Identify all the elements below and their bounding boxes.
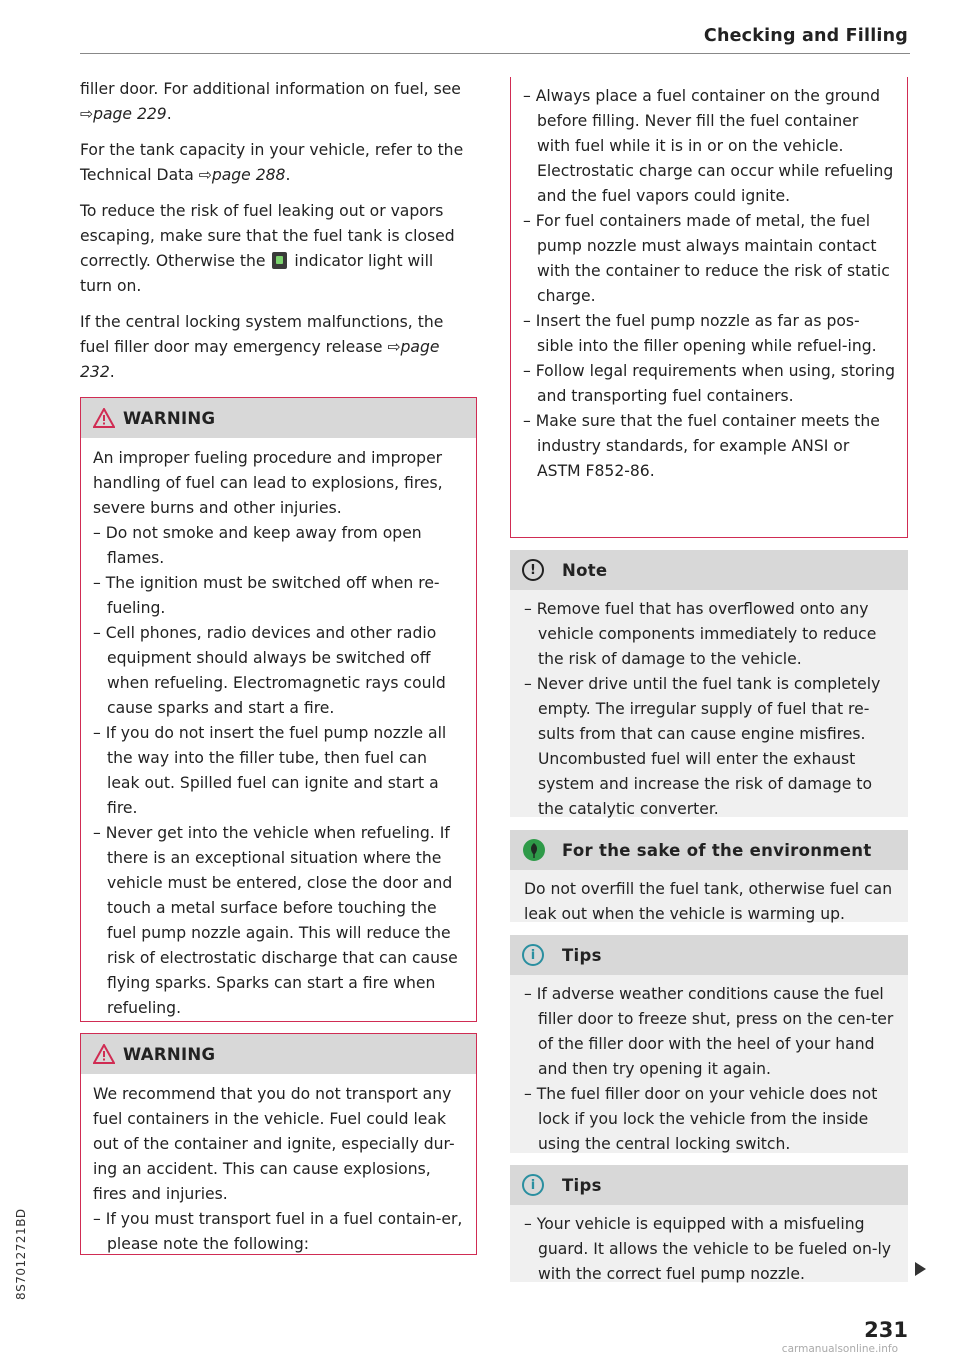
list-item: – Never get into the vehicle when refueling. If there is an exceptional situation where the vehicle must be entered, close the door and touch a metal surface before touching the fuel pump nozzle again. This will reduce the risk of electrostatic discharge that can cause flying sparks. Sparks can start a fire when refueling.: [93, 821, 464, 1021]
list-item: – If you must transport fuel in a fuel contain-er, please note the following:: [93, 1207, 464, 1257]
warning-body: [511, 77, 907, 490]
list-item: – If you do not insert the fuel pump nozzle all the way into the filler tube, then fuel can leak out. Spilled fuel can ignite and start a fire.: [93, 721, 464, 821]
warning-triangle-icon: [93, 408, 115, 428]
list-item: – Do not smoke and keep away from open flames.: [93, 521, 464, 571]
tips-body: [510, 1205, 908, 1295]
info-circle-icon: i: [522, 944, 544, 966]
list-item: – If adverse weather conditions cause the fuel filler door to freeze shut, press on the cen-ter of the filler door with the heel of your hand and then try opening it again.: [524, 982, 896, 1082]
exclamation-circle-icon: !: [522, 559, 544, 581]
warning-list: [93, 1207, 464, 1257]
list-item: – Make sure that the fuel container meets the industry standards, for example ANSI or ASTM F852-86.: [523, 409, 895, 484]
paragraph-emergency-release: If the central locking system malfunctions, the fuel filler door may emergency release ⇨page 232.: [80, 313, 444, 381]
warning-box-fueling: [80, 397, 477, 1022]
watermark: carmanualsonline.info: [781, 1343, 898, 1355]
info-circle-icon: i: [522, 1174, 544, 1196]
warning-box-containers: [80, 1033, 477, 1255]
warning-box-continued: [510, 77, 908, 538]
header-rule: [80, 53, 910, 54]
page-ref-229[interactable]: ⇨page 229: [80, 105, 167, 123]
paragraph-fuel-cap: To reduce the risk of fuel leaking out or vapors escaping, make sure that the fuel tank is closed correctly. Otherwise the indicator light will turn on.: [80, 202, 455, 295]
warning-title: WARNING: [123, 408, 216, 428]
running-header: Checking and Filling: [703, 26, 908, 46]
environment-box: [510, 830, 908, 922]
note-list: [524, 597, 896, 822]
tips-title: Tips: [562, 1175, 602, 1195]
intro-paragraphs: [80, 77, 470, 385]
warning-header: [81, 398, 476, 438]
continue-arrow-icon: [915, 1262, 926, 1276]
list-item: – Never drive until the fuel tank is completely empty. The irregular supply of fuel that re-sults from that can cause engine misfires. Uncombusted fuel will enter the exhaust system and increase the risk of damage to the catalytic converter.: [524, 672, 896, 822]
note-header: [510, 550, 908, 590]
list-item: – Cell phones, radio devices and other radio equipment should always be switched off when refueling. Electromagnetic rays could cause sparks and start a fire.: [93, 621, 464, 721]
environment-leaf-icon: [522, 838, 546, 862]
note-body: [510, 590, 908, 830]
list-item: – The ignition must be switched off when re-fueling.: [93, 571, 464, 621]
list-item: – Follow legal requirements when using, storing and transporting fuel containers.: [523, 359, 895, 409]
warning-title: WARNING: [123, 1044, 216, 1064]
page-ref-288[interactable]: ⇨page 288: [198, 166, 286, 184]
warning-intro: We recommend that you do not transport any fuel containers in the vehicle. Fuel could leak out of the container and ignite, especially dur-ing an accident. This can cause explosions, fires and injuries.: [93, 1085, 455, 1203]
warning-list: [93, 521, 464, 1021]
tips-body: [510, 975, 908, 1165]
page-ref-232[interactable]: ⇨page 232: [80, 338, 440, 381]
tips-header: [510, 1165, 908, 1205]
note-title: Note: [562, 560, 608, 580]
environment-body: [510, 870, 908, 935]
paragraph-tank-capacity: For the tank capacity in your vehicle, refer to the Technical Data ⇨page 288.: [80, 141, 464, 184]
list-item: – Your vehicle is equipped with a misfueling guard. It allows the vehicle to be fueled on-ly with the correct fuel pump nozzle.: [524, 1212, 896, 1287]
warning-triangle-icon: [93, 1044, 115, 1064]
list-item: – The fuel filler door on your vehicle does not lock if you lock the vehicle from the inside using the central locking switch.: [524, 1082, 896, 1157]
warning-body: [81, 438, 476, 1027]
warning-header: [81, 1034, 476, 1074]
tips-title: Tips: [562, 945, 602, 965]
warning-list: [523, 84, 895, 484]
list-item: – For fuel containers made of metal, the fuel pump nozzle must always maintain contact with the container to reduce the risk of static charge.: [523, 209, 895, 309]
tips-box-misfueling: [510, 1165, 908, 1282]
list-item: – Remove fuel that has overflowed onto any vehicle components immediately to reduce the risk of damage to the vehicle.: [524, 597, 896, 672]
warning-body: [81, 1074, 476, 1263]
environment-text: Do not overfill the fuel tank, otherwise fuel can leak out when the vehicle is warming up.: [524, 880, 893, 923]
list-item: – Insert the fuel pump nozzle as far as pos-sible into the filler opening while refuel-ing.: [523, 309, 895, 359]
tips-header: [510, 935, 908, 975]
environment-title: For the sake of the environment: [562, 840, 872, 860]
document-code: 8S7012721BD: [14, 1208, 28, 1300]
note-box: [510, 550, 908, 817]
environment-header: [510, 830, 908, 870]
warning-intro: An improper fueling procedure and improper handling of fuel can lead to explosions, fires, severe burns and other injuries.: [93, 449, 443, 517]
paragraph-fuel-info: filler door. For additional information on fuel, see ⇨page 229.: [80, 80, 461, 123]
page-number: 231: [864, 1318, 908, 1342]
tips-list: [524, 1212, 896, 1287]
fuel-filler-indicator-icon: [272, 252, 287, 269]
tips-box-fuel-door: [510, 935, 908, 1153]
tips-list: [524, 982, 896, 1157]
list-item: – Always place a fuel container on the ground before filling. Never fill the fuel container with fuel while it is in or on the vehicle. Electrostatic charge can occur while refueling and the fuel vapors could ignite.: [523, 84, 895, 209]
